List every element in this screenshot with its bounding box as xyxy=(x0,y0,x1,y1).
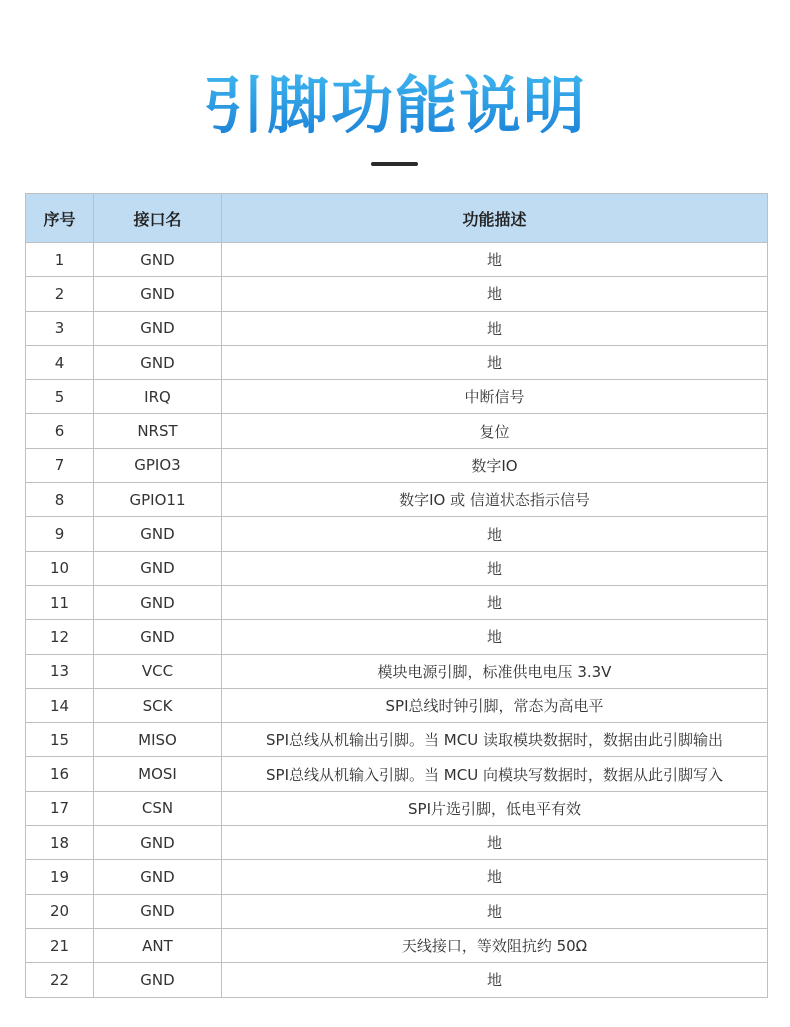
function-description-cell: 地 xyxy=(222,826,768,860)
interface-name-cell: GND xyxy=(94,620,222,654)
pin-function-table xyxy=(25,193,768,998)
pin-number-cell: 9 xyxy=(26,517,94,551)
table-row xyxy=(26,963,768,997)
function-description-cell: SPI总线从机输出引脚。当 MCU 读取模块数据时，数据由此引脚输出 xyxy=(222,723,768,757)
function-description-cell: 天线接口，等效阻抗约 50Ω xyxy=(222,928,768,962)
function-description-cell: 地 xyxy=(222,963,768,997)
interface-name-cell: NRST xyxy=(94,414,222,448)
pin-number-cell: 12 xyxy=(26,620,94,654)
pin-number-cell: 16 xyxy=(26,757,94,791)
interface-name-cell: GND xyxy=(94,860,222,894)
table-row xyxy=(26,826,768,860)
table-row xyxy=(26,448,768,482)
table-row xyxy=(26,585,768,619)
header-function-description: 功能描述 xyxy=(222,194,768,243)
function-description-cell: SPI总线时钟引脚，常态为高电平 xyxy=(222,688,768,722)
function-description-cell: 地 xyxy=(222,277,768,311)
pin-number-cell: 21 xyxy=(26,928,94,962)
function-description-cell: 复位 xyxy=(222,414,768,448)
header-index: 序号 xyxy=(26,194,94,243)
pin-number-cell: 4 xyxy=(26,345,94,379)
interface-name-cell: MOSI xyxy=(94,757,222,791)
interface-name-cell: GND xyxy=(94,517,222,551)
table-row xyxy=(26,860,768,894)
interface-name-cell: GPIO11 xyxy=(94,483,222,517)
interface-name-cell: CSN xyxy=(94,791,222,825)
pin-number-cell: 15 xyxy=(26,723,94,757)
function-description-cell: SPI片选引脚，低电平有效 xyxy=(222,791,768,825)
function-description-cell: 地 xyxy=(222,243,768,277)
function-description-cell: 地 xyxy=(222,894,768,928)
table-row xyxy=(26,551,768,585)
interface-name-cell: GND xyxy=(94,963,222,997)
pin-number-cell: 18 xyxy=(26,826,94,860)
interface-name-cell: GND xyxy=(94,894,222,928)
title-divider xyxy=(371,162,418,166)
pin-number-cell: 14 xyxy=(26,688,94,722)
pin-number-cell: 22 xyxy=(26,963,94,997)
interface-name-cell: GND xyxy=(94,243,222,277)
interface-name-cell: ANT xyxy=(94,928,222,962)
function-description-cell: 模块电源引脚，标准供电电压 3.3V xyxy=(222,654,768,688)
pin-number-cell: 10 xyxy=(26,551,94,585)
table-row xyxy=(26,311,768,345)
pin-number-cell: 19 xyxy=(26,860,94,894)
pin-number-cell: 11 xyxy=(26,585,94,619)
function-description-cell: 地 xyxy=(222,620,768,654)
pin-number-cell: 13 xyxy=(26,654,94,688)
table-row xyxy=(26,483,768,517)
pin-number-cell: 20 xyxy=(26,894,94,928)
interface-name-cell: GND xyxy=(94,277,222,311)
table-row xyxy=(26,517,768,551)
interface-name-cell: MISO xyxy=(94,723,222,757)
function-description-cell: 数字IO xyxy=(222,448,768,482)
pin-number-cell: 2 xyxy=(26,277,94,311)
table-row xyxy=(26,654,768,688)
table-row xyxy=(26,380,768,414)
interface-name-cell: GND xyxy=(94,826,222,860)
function-description-cell: SPI总线从机输入引脚。当 MCU 向模块写数据时，数据从此引脚写入 xyxy=(222,757,768,791)
pin-number-cell: 5 xyxy=(26,380,94,414)
page-title: 引脚功能说明 xyxy=(202,69,587,142)
table-row xyxy=(26,928,768,962)
title-wrap xyxy=(0,70,790,142)
table-row xyxy=(26,414,768,448)
function-description-cell: 地 xyxy=(222,311,768,345)
interface-name-cell: GND xyxy=(94,311,222,345)
function-description-cell: 地 xyxy=(222,551,768,585)
table-row xyxy=(26,243,768,277)
header-interface-name: 接口名 xyxy=(94,194,222,243)
interface-name-cell: VCC xyxy=(94,654,222,688)
table-body xyxy=(26,243,768,998)
interface-name-cell: GND xyxy=(94,345,222,379)
pin-number-cell: 7 xyxy=(26,448,94,482)
function-description-cell: 地 xyxy=(222,345,768,379)
table-row xyxy=(26,688,768,722)
table-row xyxy=(26,277,768,311)
table-row xyxy=(26,791,768,825)
pin-number-cell: 8 xyxy=(26,483,94,517)
interface-name-cell: SCK xyxy=(94,688,222,722)
function-description-cell: 地 xyxy=(222,517,768,551)
pin-number-cell: 17 xyxy=(26,791,94,825)
table-row xyxy=(26,757,768,791)
pin-number-cell: 1 xyxy=(26,243,94,277)
table-row xyxy=(26,894,768,928)
function-description-cell: 地 xyxy=(222,860,768,894)
table-row xyxy=(26,620,768,654)
pin-number-cell: 3 xyxy=(26,311,94,345)
function-description-cell: 中断信号 xyxy=(222,380,768,414)
interface-name-cell: IRQ xyxy=(94,380,222,414)
interface-name-cell: GND xyxy=(94,585,222,619)
table-row xyxy=(26,345,768,379)
function-description-cell: 数字IO 或 信道状态指示信号 xyxy=(222,483,768,517)
pin-number-cell: 6 xyxy=(26,414,94,448)
table-header-row xyxy=(26,194,768,243)
interface-name-cell: GPIO3 xyxy=(94,448,222,482)
table-row xyxy=(26,723,768,757)
function-description-cell: 地 xyxy=(222,585,768,619)
interface-name-cell: GND xyxy=(94,551,222,585)
